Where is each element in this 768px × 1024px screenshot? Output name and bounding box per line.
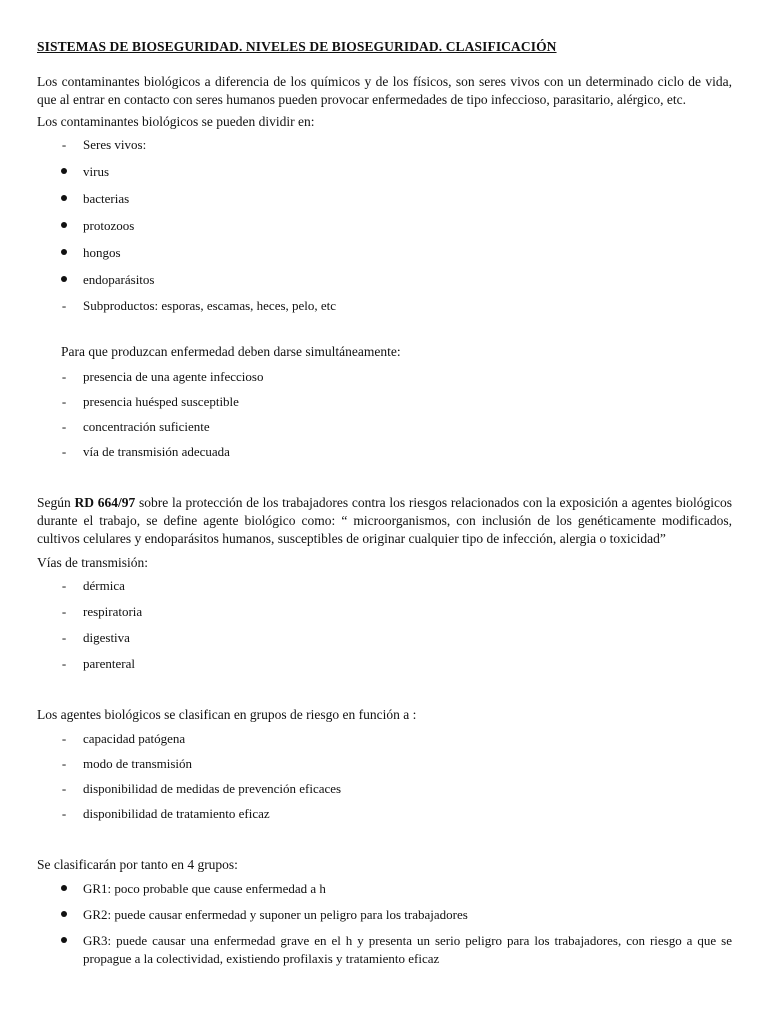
risk-heading: Los agentes biológicos se clasifican en grupos de riesgo en función a : [37, 707, 417, 722]
dash-marker: - [61, 806, 67, 821]
list-item: virus [83, 164, 109, 179]
dash-marker: - [61, 394, 67, 409]
list-item: - capacidad patógena [37, 730, 732, 748]
division-list [37, 136, 732, 315]
list-item: - concentración suficiente [37, 418, 732, 436]
groups-list [37, 880, 732, 968]
list-item: endoparásitos [83, 272, 155, 287]
list-item: - parenteral [37, 655, 732, 673]
list-item: GR2: puede causar enfermedad y suponer un peligro para los trabajadores [83, 907, 468, 922]
list-item: - presencia de una agente infeccioso [37, 368, 732, 386]
dash-marker: - [61, 444, 67, 459]
transmission-heading: Vías de transmisión: [37, 555, 148, 570]
dash-marker: - [61, 298, 67, 313]
list-item: - presencia huésped susceptible [37, 393, 732, 411]
dash-marker: - [61, 419, 67, 434]
rd-reference: RD 664/97 [74, 495, 136, 510]
list-item: protozoos [83, 218, 135, 233]
dash-marker: - [61, 781, 67, 796]
rd-paragraph: Según RD 664/97 sobre la protección de los trabajadores contra los riesgos relacionados con la exposición a agentes biológicos durante el trabajo, se define agente biológico como: “ microorganismos, con inclusión de los genéticamente modificados, cultivos celulares y endoparásitos humanos, susceptibles de originar cualquier tipo de infección, alergia o toxicidad” [37, 495, 733, 546]
dash-marker: - [61, 369, 67, 384]
groups-heading: Se clasificarán por tanto en 4 grupos: [37, 857, 238, 872]
list-item: - Seres vivos: [37, 136, 732, 154]
list-item: - respiratoria [37, 603, 732, 621]
list-item: - Subproductos: esporas, escamas, heces, pelo, etc [37, 297, 732, 315]
division-heading: Los contaminantes biológicos se pueden dividir en: [37, 114, 315, 129]
document-title: SISTEMAS DE BIOSEGURIDAD. NIVELES DE BIOSEGURIDAD. CLASIFICACIÓN [37, 39, 557, 54]
list-item: - dérmica [37, 577, 732, 595]
dash-marker: - [61, 656, 67, 671]
list-item: - digestiva [37, 629, 732, 647]
transmission-list [37, 577, 732, 673]
dash-marker: - [61, 731, 67, 746]
conditions-list [37, 368, 732, 461]
dash-marker: - [61, 137, 67, 152]
list-item: hongos [83, 245, 121, 260]
list-item: - modo de transmisión [37, 755, 732, 773]
document-page [37, 37, 732, 968]
list-item: - disponibilidad de tratamiento eficaz [37, 805, 732, 823]
list-item: GR1: poco probable que cause enfermedad a h [83, 881, 326, 896]
conditions-heading: Para que produzcan enfermedad deben darse simultáneamente: [61, 344, 401, 359]
list-item: GR3: puede causar una enfermedad grave en el h y presenta un serio peligro para los trabajadores, con riesgo a que se propague a la colectividad, existiendo profilaxis y tratamiento eficaz [83, 933, 732, 966]
list-item: - vía de transmisión adecuada [37, 443, 732, 461]
list-item: bacterias [83, 191, 130, 206]
dash-marker: - [61, 630, 67, 645]
dash-marker: - [61, 578, 67, 593]
list-item: - disponibilidad de medidas de prevención eficaces [37, 780, 732, 798]
intro-paragraph: Los contaminantes biológicos a diferencia de los químicos y de los físicos, son seres vivos con un determinado ciclo de vida, que al entrar en contacto con seres humanos pueden provocar enfermedades de tipo infeccioso, parasitario, alérgico, etc. [37, 74, 732, 107]
dash-marker: - [61, 756, 67, 771]
risk-list [37, 730, 732, 823]
dash-marker: - [61, 604, 67, 619]
